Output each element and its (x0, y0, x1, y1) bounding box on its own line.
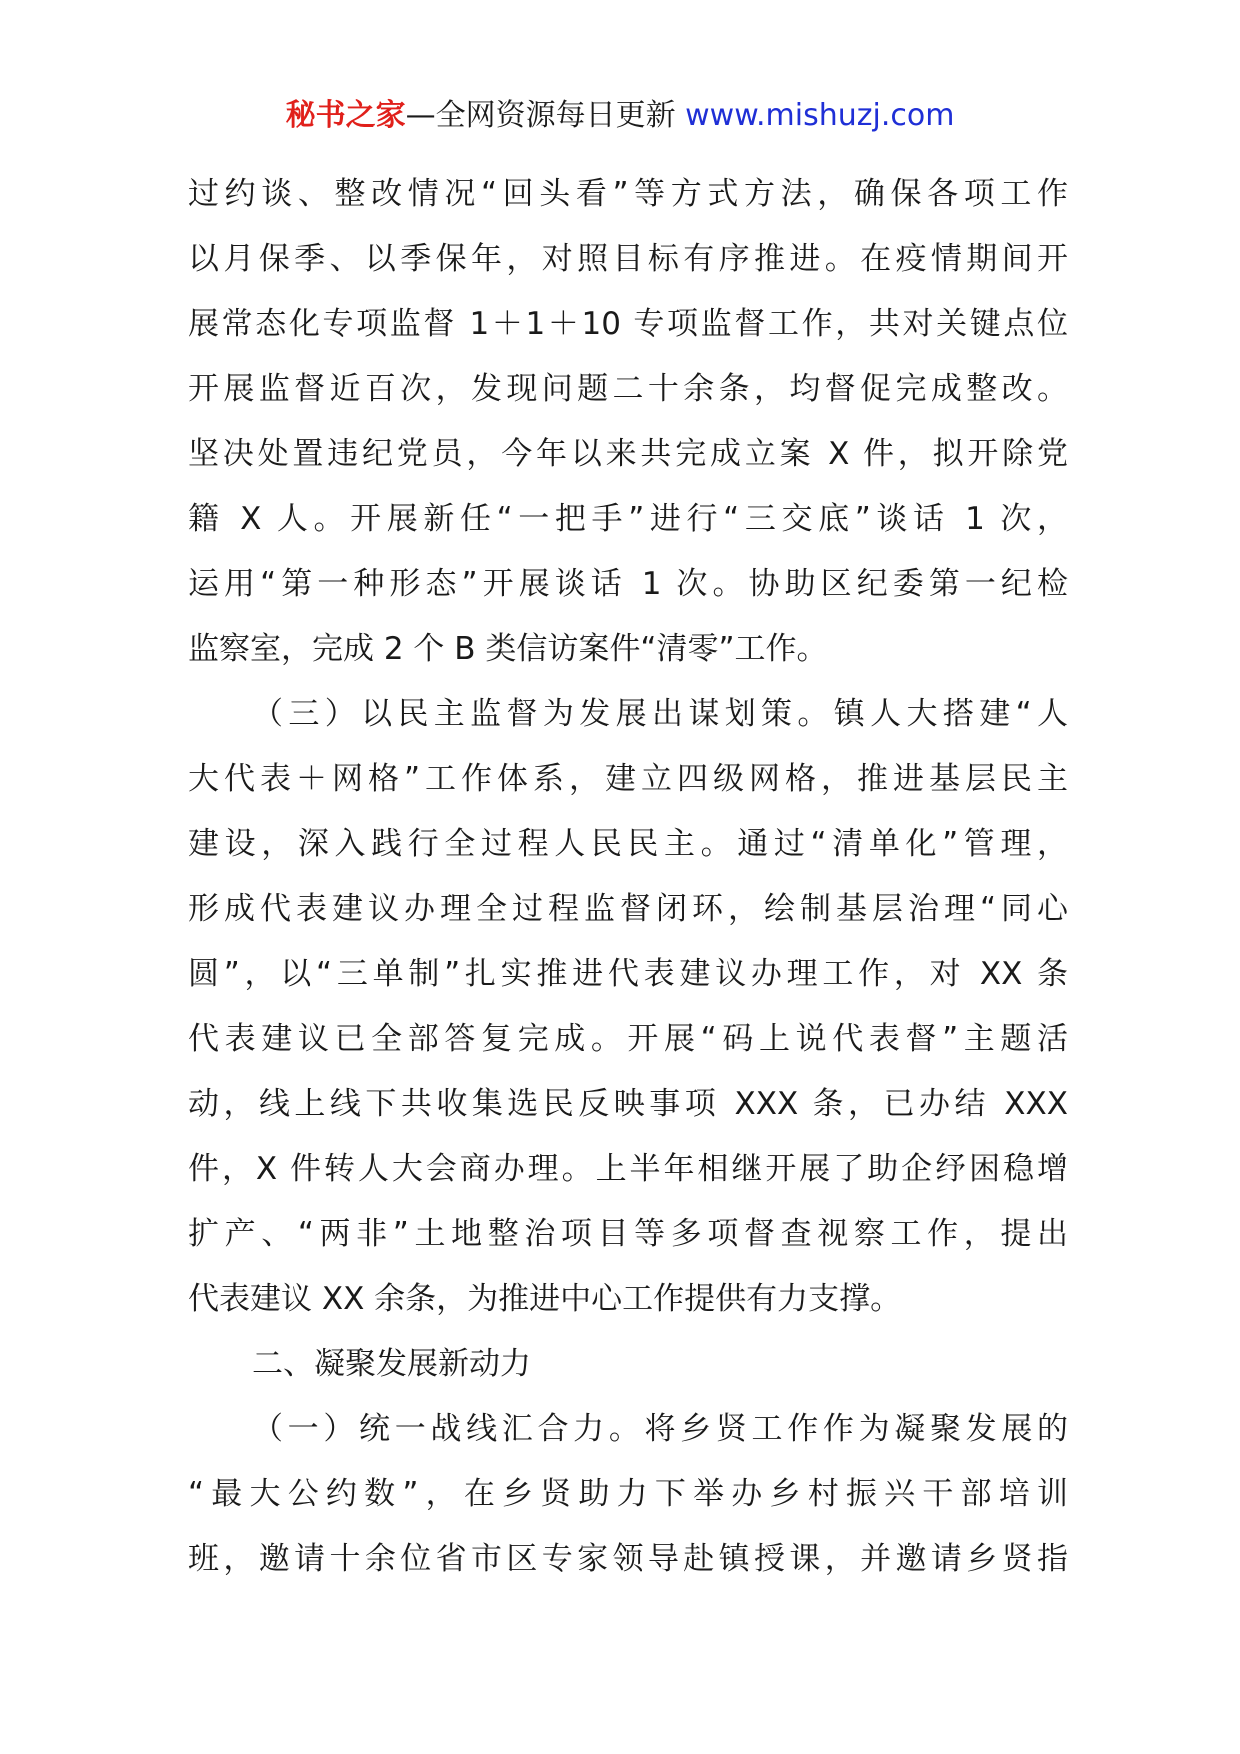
text-line: 过约谈、整改情况“回头看”等方式方法，确保各项工作 (188, 176, 1068, 212)
text-line: （三）以民主监督为发展出谋划策。镇人大搭建“人 (252, 696, 1068, 732)
section-heading: 二、凝聚发展新动力 (252, 1346, 531, 1382)
text-line: （一）统一战线汇合力。将乡贤工作作为凝聚发展的 (252, 1411, 1068, 1447)
text-line: 形成代表建议办理全过程监督闭环，绘制基层治理“同心 (188, 891, 1068, 927)
text-line: “最大公约数”，在乡贤助力下举办乡村振兴干部培训 (188, 1476, 1068, 1512)
text-line: 籍 X 人。开展新任“一把手”进行“三交底”谈话 1 次， (188, 501, 1068, 537)
text-line: 班，邀请十余位省市区专家领导赴镇授课，并邀请乡贤指 (188, 1541, 1068, 1577)
text-line: 扩产、“两非”土地整治项目等多项督查视察工作，提出 (188, 1216, 1068, 1252)
document-body (188, 162, 1068, 1592)
site-url-link[interactable]: www.mishuzj.com (685, 98, 955, 133)
site-tagline: —全网资源每日更新 (405, 98, 686, 133)
text-line: 展常态化专项监督 1＋1＋10 专项监督工作，共对关键点位 (188, 306, 1068, 342)
text-line: 运用“第一种形态”开展谈话 1 次。协助区纪委第一纪检 (188, 566, 1068, 602)
text-line: 动，线上线下共收集选民反映事项 XXX 条，已办结 XXX (188, 1086, 1068, 1122)
text-line: 坚决处置违纪党员，今年以来共完成立案 X 件，拟开除党 (188, 436, 1068, 472)
text-line: 件，X 件转人大会商办理。上半年相继开展了助企纾困稳增 (188, 1151, 1068, 1187)
text-line: 监察室，完成 2 个 B 类信访案件“清零”工作。 (188, 631, 828, 667)
text-line: 开展监督近百次，发现问题二十余条，均督促完成整改。 (188, 371, 1068, 407)
text-line: 代表建议 XX 余条，为推进中心工作提供有力支撑。 (188, 1281, 902, 1317)
text-line: 建设，深入践行全过程人民民主。通过“清单化”管理， (188, 826, 1068, 862)
text-line: 大代表＋网格”工作体系，建立四级网格，推进基层民主 (188, 761, 1068, 797)
text-line: 代表建议已全部答复完成。开展“码上说代表督”主题活 (188, 1021, 1068, 1057)
site-header (0, 96, 1240, 136)
site-brand: 秘书之家 (285, 98, 406, 133)
text-line: 圆”，以“三单制”扎实推进代表建议办理工作，对 XX 条 (188, 956, 1068, 992)
text-line: 以月保季、以季保年，对照目标有序推进。在疫情期间开 (188, 241, 1068, 277)
